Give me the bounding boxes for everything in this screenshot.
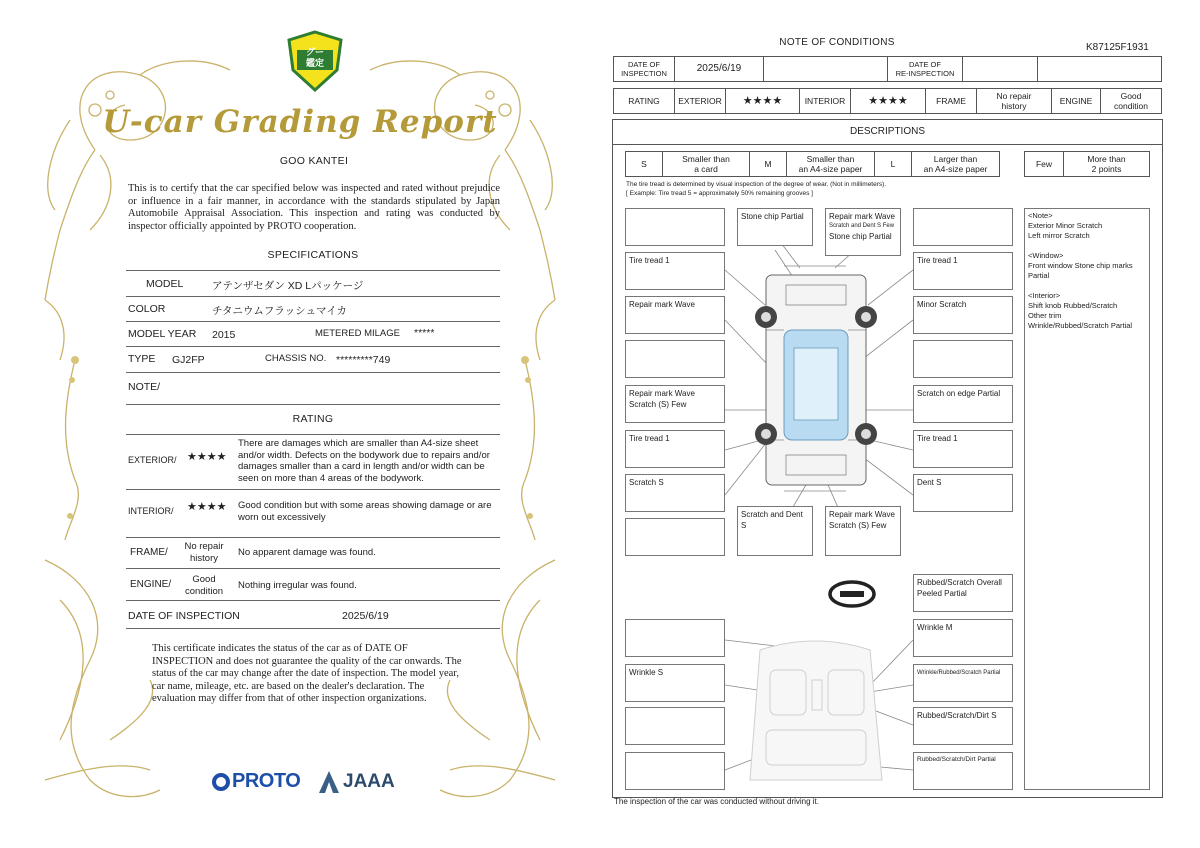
tire-tread-note: The tire tread is determined by visual inspection of the degree of wear. (Not in millimeters). [ Example: Tire tread 5 = approximately 50% remaining grooves ] xyxy=(626,181,887,197)
damage-box-empty xyxy=(625,208,725,246)
interior-stars: ★★★★ xyxy=(187,501,227,513)
model-year-value: 2015 xyxy=(212,329,236,341)
report-subtitle: GOO KANTEI xyxy=(279,155,349,167)
damage-box-right-rear-tire: Tire tread 1 xyxy=(913,430,1013,468)
date-of-inspection-value: 2025/6/19 xyxy=(342,610,389,622)
legend-key-l: L xyxy=(874,151,912,177)
damage-box-left-front: Repair mark Wave xyxy=(625,296,725,334)
divider xyxy=(126,568,500,569)
intro-paragraph: This is to certify that the car specified below was inspected and rated without prejudice or influence in a fair manner, in accordance with the standards stipulated by Japan Automobile Appraisal Association. This inspection and rating was conducted by inspector officially appointed by PROTO cooperation. xyxy=(128,183,500,232)
chassis-value: *********749 xyxy=(336,354,391,366)
damage-box-empty xyxy=(625,707,725,745)
report-title: U-car Grading Report xyxy=(102,104,498,140)
engine-label: ENGINE/ xyxy=(130,579,172,590)
damage-box-right-rear: Dent S xyxy=(913,474,1013,512)
model-label: MODEL xyxy=(146,278,184,290)
specifications-heading: SPECIFICATIONS xyxy=(267,249,359,261)
divider xyxy=(126,628,500,629)
date-of-inspection-label: DATE OF INSPECTION xyxy=(613,56,675,82)
damage-box-right-front-tire: Tire tread 1 xyxy=(913,252,1013,290)
car-interior-diagram xyxy=(750,641,882,780)
date-of-inspection-value: 2025/6/19 xyxy=(674,56,764,82)
damage-box-rear-seat: Rubbed/Scratch/Dirt S xyxy=(913,707,1013,745)
legend-key-m: M xyxy=(749,151,787,177)
damage-box-left-front-tire: Tire tread 1 xyxy=(625,252,725,290)
damage-box-empty xyxy=(625,518,725,556)
divider xyxy=(126,346,500,347)
model-year-label: MODEL YEAR xyxy=(128,328,197,340)
proto-logo xyxy=(212,770,300,793)
engine-value: Good condition xyxy=(1100,88,1162,114)
damage-box-left-side: Repair mark Wave Scratch (S) Few xyxy=(625,385,725,423)
note-of-conditions-sheet xyxy=(600,0,1200,848)
date-of-inspection-label: DATE OF INSPECTION xyxy=(128,610,240,622)
rating-label: RATING xyxy=(613,88,675,114)
color-value: チタニウムフラッシュマイカ xyxy=(212,305,347,317)
legend-value-s: Smaller than a card xyxy=(662,151,750,177)
color-label: COLOR xyxy=(128,303,166,315)
jaaa-logo xyxy=(318,770,395,794)
jaaa-mark-icon xyxy=(318,770,340,794)
damage-text: Scratch and Dent S Few xyxy=(829,223,895,229)
interior-stars: ★★★★ xyxy=(850,88,926,114)
proto-logo-text: PROTO xyxy=(232,770,301,792)
frame-value: No repair history xyxy=(184,541,224,564)
legend-value-m: Smaller than an A4-size paper xyxy=(786,151,875,177)
damage-box-left-rear-tire: Tire tread 1 xyxy=(625,430,725,468)
divider xyxy=(126,537,500,538)
engine-value: Good condition xyxy=(184,574,224,597)
legend-value-l: Larger than an A4-size paper xyxy=(911,151,1000,177)
steering-wheel-icon xyxy=(830,582,874,606)
divider xyxy=(126,296,500,297)
damage-box-empty xyxy=(625,752,725,790)
type-label: TYPE xyxy=(128,353,156,365)
damage-box-rear-trim: Rubbed/Scratch/Dirt Partial xyxy=(913,752,1013,790)
date-of-reinspection-label: DATE OF RE-INSPECTION xyxy=(887,56,963,82)
damage-box-empty xyxy=(913,340,1013,378)
engine-description: Nothing irregular was found. xyxy=(238,580,357,591)
interior-label: INTERIOR/ xyxy=(128,506,174,516)
legend-key-s: S xyxy=(625,151,663,177)
damage-text: Stone chip Partial xyxy=(829,232,892,241)
damage-box-empty xyxy=(913,208,1013,246)
damage-box-left-rear: Scratch S xyxy=(625,474,725,512)
divider xyxy=(126,372,500,373)
note-label: NOTE/ xyxy=(128,381,161,393)
divider xyxy=(126,404,500,405)
damage-box-front-seat: Wrinkle S xyxy=(625,664,725,702)
exterior-label: EXTERIOR/ xyxy=(128,455,177,465)
metered-mileage-label: METERED MILAGE xyxy=(315,328,400,339)
damage-box-dashboard: Wrinkle M xyxy=(913,619,1013,657)
notes-panel: <Note> Exterior Minor Scratch Left mirror Scratch <Window> Front window Stone chip marks Partial <Interior> Shift knob Rubbed/Scratch Other trim Wrinkle/Rubbed/Scratch Partial xyxy=(1024,208,1150,790)
legend-value-few: More than 2 points xyxy=(1063,151,1150,177)
damage-box-front-left: Stone chip Partial xyxy=(737,208,813,246)
jaaa-logo-text: JAAA xyxy=(343,771,395,792)
sheet-code: K87125F1931 xyxy=(1086,42,1149,53)
exterior-label: EXTERIOR xyxy=(674,88,726,114)
damage-box-steering: Rubbed/Scratch Overall Peeled Partial xyxy=(913,574,1013,612)
goo-kantei-badge xyxy=(287,30,343,92)
chassis-label: CHASSIS NO. xyxy=(265,353,327,364)
damage-box-right-front: Minor Scratch xyxy=(913,296,1013,334)
model-value: アテンザセダン XD Lパッケージ xyxy=(212,280,364,292)
badge-text: グー 鑑定 xyxy=(305,48,324,69)
footer-paragraph: This certificate indicates the status of the car as of DATE OF INSPECTION and does not guarantee the quality of the car onwards. The status of the car may change after the date of inspection. The model year, car name, mileage, etc. are based on the dealer's declaration. The evaluation may differ from that of other inspection organizations. xyxy=(152,643,462,705)
metered-mileage-value: ***** xyxy=(414,327,435,339)
interior-description: Good condition but with some areas showing damage or are worn out excessively xyxy=(238,500,492,523)
frame-label: FRAME/ xyxy=(130,547,168,558)
proto-mark-icon xyxy=(212,773,230,791)
damage-box-empty xyxy=(625,340,725,378)
divider xyxy=(126,600,500,601)
sheet-footer: The inspection of the car was conducted without driving it. xyxy=(614,797,819,806)
damage-box-rear-left: Scratch and Dent S xyxy=(737,506,813,556)
exterior-description: There are damages which are smaller than A4-size sheet and/or width. Defects on the bodywork due to repairs and/or damages smaller than a card in length and/or width can be seen on more than 4 areas of the bodywork. xyxy=(238,438,490,484)
damage-box-rear-center: Repair mark Wave Scratch (S) Few xyxy=(825,506,901,556)
type-value: GJ2FP xyxy=(172,354,205,366)
damage-box-front-center xyxy=(825,208,901,256)
engine-label: ENGINE xyxy=(1051,88,1101,114)
damage-box-console: Wrinkle/Rubbed/Scratch Partial xyxy=(913,664,1013,702)
divider xyxy=(126,434,500,435)
damage-text: Repair mark Wave xyxy=(829,212,895,221)
damage-box-right-side: Scratch on edge Partial xyxy=(913,385,1013,423)
frame-label: FRAME xyxy=(925,88,977,114)
divider xyxy=(126,270,500,271)
damage-box-empty xyxy=(625,619,725,657)
interior-label: INTERIOR xyxy=(799,88,851,114)
descriptions-heading: DESCRIPTIONS xyxy=(849,126,925,137)
legend-key-few: Few xyxy=(1024,151,1064,177)
rating-heading: RATING xyxy=(292,413,334,425)
frame-description: No apparent damage was found. xyxy=(238,547,376,558)
sheet-title: NOTE OF CONDITIONS xyxy=(779,37,895,48)
divider xyxy=(126,489,500,490)
exterior-stars: ★★★★ xyxy=(187,451,227,463)
frame-value: No repair history xyxy=(976,88,1052,114)
divider xyxy=(126,321,500,322)
exterior-stars: ★★★★ xyxy=(725,88,800,114)
